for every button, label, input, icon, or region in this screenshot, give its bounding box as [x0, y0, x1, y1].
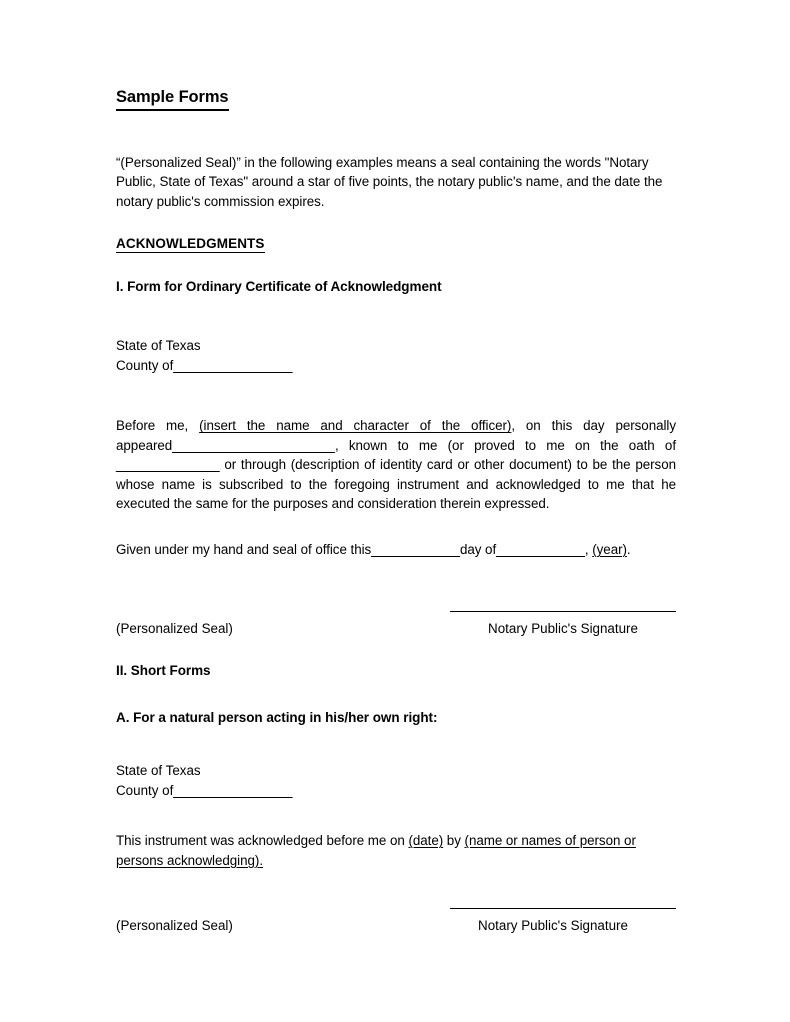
spacer	[116, 514, 676, 540]
form-one-county-line	[116, 356, 676, 376]
page-title: Sample Forms	[116, 88, 229, 111]
spacer	[116, 727, 676, 761]
form-one-heading: I. Form for Ordinary Certificate of Acknowledgment	[116, 279, 442, 295]
subsection-a-signature-block	[116, 908, 676, 942]
form-one-signature-caption: Notary Public's Signature	[488, 621, 638, 637]
subsection-a-state-line: State of Texas	[116, 763, 201, 779]
spacer	[116, 211, 676, 235]
body-mid-3: or through (description of identity card or other document) to be the person whose name is subscribed to the foregoing instrument and acknowledged to me that he executed the same for the purposes and consideration therein expressed.	[116, 457, 676, 512]
given-year-blank[interactable]: (year)	[592, 541, 627, 557]
body-mid-2: , known to me (or proved to me on the oath of	[334, 437, 676, 453]
subsection-a-signature-rule	[450, 908, 676, 909]
body-mid-1: , on this day personally appeared	[116, 418, 676, 453]
subsection-a-county-label: County of	[116, 783, 174, 799]
form-one-given-paragraph	[116, 540, 676, 560]
acknowledgments-heading-wrap	[116, 235, 676, 253]
appeared-name-blank[interactable]: ______________________	[172, 437, 335, 453]
form-one-body-paragraph	[116, 416, 676, 514]
spacer	[116, 801, 676, 831]
spacer	[116, 870, 676, 908]
sub-a-body-period: .	[259, 852, 263, 868]
spacer	[116, 680, 676, 710]
given-period: .	[626, 541, 631, 557]
form-one-county-blank[interactable]: ________________	[173, 358, 293, 374]
form-one-state-line: State of Texas	[116, 338, 201, 354]
spacer	[116, 376, 676, 416]
form-two-heading: II. Short Forms	[116, 663, 211, 679]
document-content	[116, 88, 676, 942]
acknowledgments-heading: ACKNOWLEDGMENTS	[116, 236, 265, 253]
spacer	[116, 296, 676, 336]
intro-paragraph: “(Personalized Seal)” in the following examples means a seal containing the words "Notary Public, State of Texas" around a star of five points, the notary public's name, and the date the notary public's commission expires.	[116, 154, 663, 209]
given-prefix: Given under my hand and seal of office this	[116, 541, 372, 557]
form-one-county-label: County of	[116, 358, 174, 374]
given-comma: ,	[584, 541, 589, 557]
subsection-a-address-block	[116, 761, 676, 801]
subsection-a-county-line	[116, 781, 676, 801]
given-mid: day of	[459, 541, 497, 557]
form-one-address-block	[116, 336, 676, 376]
officer-description-blank[interactable]: (insert the name and character of the officer)	[199, 418, 512, 434]
given-month-blank[interactable]: ____________	[496, 541, 585, 557]
body-prefix: Before me,	[116, 418, 200, 434]
spacer	[116, 559, 676, 611]
form-one-seal-label: (Personalized Seal)	[116, 621, 233, 637]
page-title-wrap	[116, 88, 676, 133]
sub-a-body-mid: by	[443, 833, 465, 849]
subsection-a-seal-label: (Personalized Seal)	[116, 918, 233, 934]
form-one-signature-rule	[450, 611, 676, 612]
spacer	[116, 645, 676, 663]
subsection-a-signature-caption: Notary Public's Signature	[478, 918, 628, 934]
sub-a-name-blank[interactable]: (name or names of person or persons acknowledging)	[116, 833, 636, 868]
subsection-a-county-blank[interactable]: ________________	[173, 783, 293, 799]
sub-a-date-blank[interactable]: (date)	[408, 833, 444, 849]
oath-blank[interactable]: ______________	[116, 457, 220, 473]
sub-a-body-prefix: This instrument was acknowledged before me on	[116, 833, 409, 849]
given-day-blank[interactable]: ____________	[371, 541, 460, 557]
form-one-signature-block	[116, 611, 676, 645]
subsection-a-body-paragraph	[116, 831, 676, 870]
subsection-a-heading: A. For a natural person acting in his/her own right:	[116, 710, 438, 726]
